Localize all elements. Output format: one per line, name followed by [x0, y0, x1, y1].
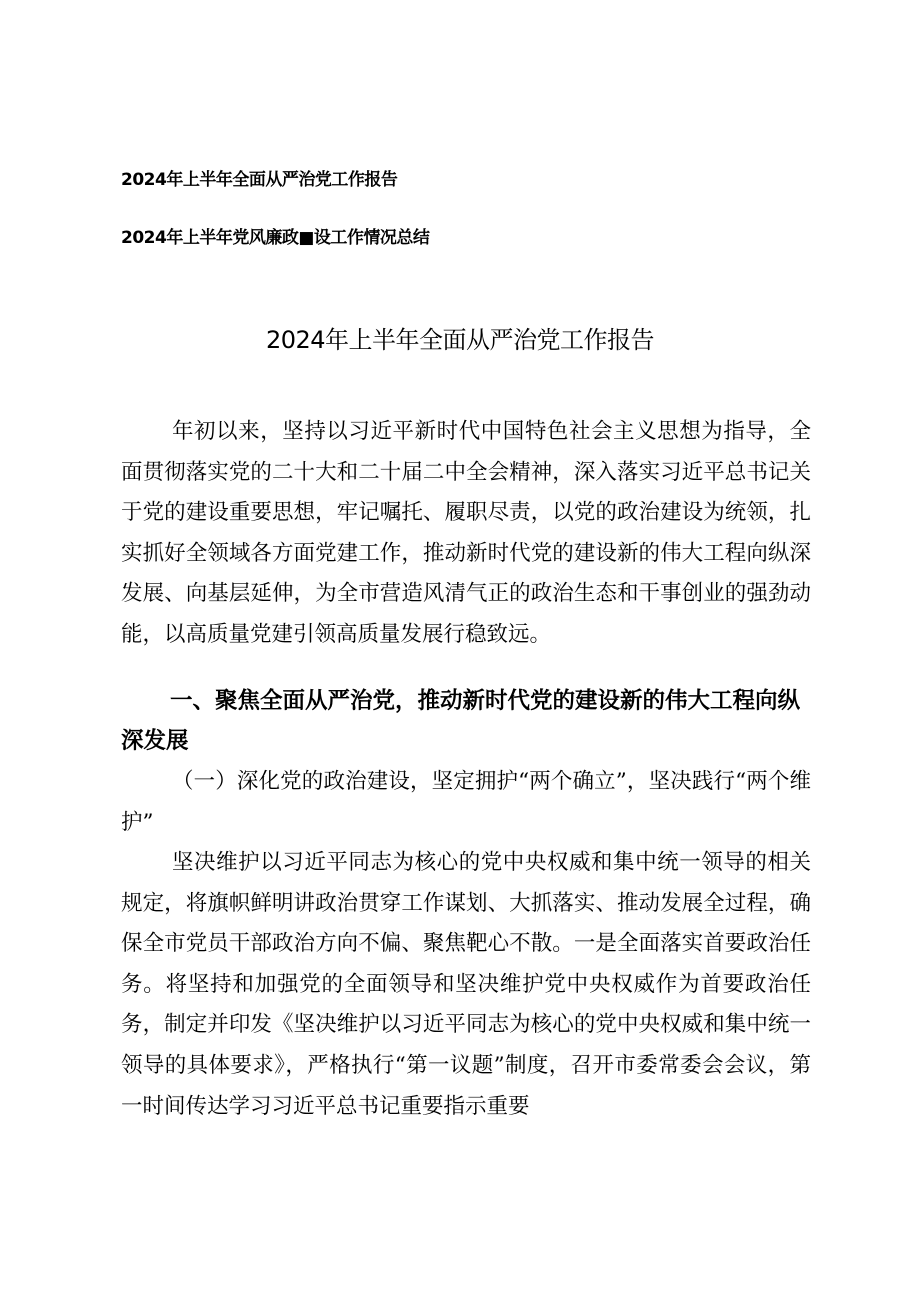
document-title: 2024年上半年全面从严治党工作报告 — [265, 326, 655, 354]
toc-item-summary[interactable]: 2024年上半年党风廉政■设工作情况总结 — [121, 228, 430, 248]
toc-item-report[interactable]: 2024年上半年全面从严治党工作报告 — [121, 170, 398, 190]
subsection-heading-1: （一）深化党的政治建设，坚定拥护“两个确立”，坚决践行“两个维护” — [121, 769, 811, 835]
intro-paragraph: 年初以来，坚持以习近平新时代中国特色社会主义思想为指导，全面贯彻落实党的二十大和二十届二中全会精神，深入落实习近平总书记关于党的建设重要思想，牢记嘱托、履职尽责，以党的政治建设为统领，扎实抓好全领域各方面党建工作，推动新时代党的建设新的伟大工程向纵深发展、向基层延伸，为全市营造风清气正的政治生态和干事创业的强劲动能，以高质量党建引领高质量发展行稳致远。 — [121, 419, 811, 647]
section-heading-1: 一、聚焦全面从严治党，推动新时代党的建设新的伟大工程向纵深发展 — [121, 688, 801, 754]
body-paragraph: 坚决维护以习近平同志为核心的党中央权威和集中统一领导的相关规定，将旗帜鲜明讲政治贯穿工作谋划、大抓落实、推动发展全过程，确保全市党员干部政治方向不偏、聚焦靶心不散。一是全面落实首要政治任务。将坚持和加强党的全面领导和坚决维护党中央权威作为首要政治任务，制定并印发《坚决维护以习近平同志为核心的党中央权威和集中统一领导的具体要求》，严格执行“第一议题”制度，召开市委常委会会议，第一时间传达学习习近平总书记重要指示重要 — [121, 850, 811, 1119]
